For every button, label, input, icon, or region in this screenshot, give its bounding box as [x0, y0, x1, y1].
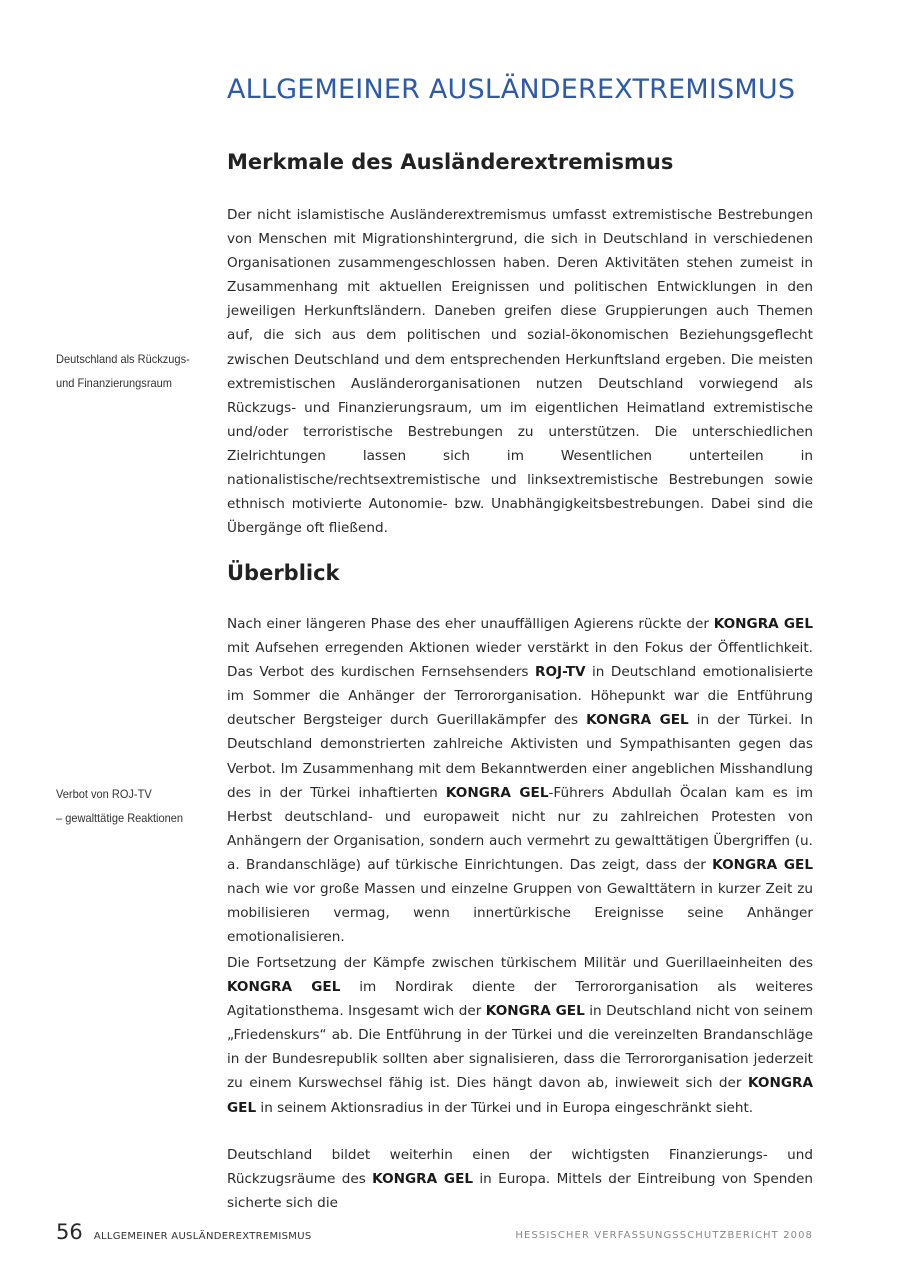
- page-footer-left: [56, 1220, 311, 1244]
- org-name: ROJ-TV: [534, 664, 586, 681]
- org-name: KONGRA GEL: [227, 979, 341, 996]
- text-run: nach wie vor große Massen und einzelne Gruppen von Gewalttätern in kurzer Zeit zu mobilisieren vermag, wenn innertürkische Ereignisse seine Anhänger emotionalisieren.: [227, 881, 813, 946]
- text-run: Nach einer längeren Phase des eher unauffälligen Agierens rückte der: [227, 616, 714, 632]
- text-run: in der Türkei. In Deutschland demonstrierten zahlreiche Aktivisten und Sympathisanten gegen das Verbot. Im Zusammenhang mit dem Bekanntwerden einer angeblichen Misshandlung des in der Türkei inhaftierten: [227, 712, 813, 801]
- margin-note-roj-tv: [56, 782, 203, 830]
- text-run: Die Fortsetzung der Kämpfe zwischen türkischem Militär und Guerillaeinheiten des: [227, 955, 813, 971]
- paragraph-ueberblick-2: [227, 951, 813, 1120]
- org-name: KONGRA GEL: [485, 1003, 585, 1020]
- footer-section-title: ALLGEMEINER AUSLÄNDEREXTREMISMUS: [93, 1231, 312, 1242]
- org-name: KONGRA GEL: [372, 1171, 474, 1188]
- text-run: in seinem Aktionsradius in der Türkei und in Europa eingeschränkt sieht.: [256, 1099, 754, 1116]
- text-run: in Deutschland nicht von seinem „Friedenskurs“ ab. Die Entführung in der Türkei und die vereinzelten Brandanschläge in der Bundesrepublik sollten aber signalisieren, dass die Terrororganisation jederzeit zu einem Kurswechsel fähig ist. Dies hängt davon ab, inwieweit sich der: [227, 1003, 813, 1092]
- org-name: KONGRA GEL: [586, 712, 689, 729]
- margin-note-line: Deutschland als Rückzugs-: [56, 352, 190, 366]
- section-heading-ueberblick: Überblick: [227, 561, 340, 585]
- text-run: in Deutschland emotionalisierte im Sommer die Anhänger der Terrororganisation. Höhepunkt war die Entführung deutscher Bergsteiger durch Guerillakämpfer des: [227, 664, 813, 729]
- text-run: -Führers Abdullah Öcalan kam es im Herbst deutschland- und europaweit nicht nur zu zahlreichen Protesten von Anhängern der Organisation, sondern auch vermehrt zu gewalttätigen Übergriffen (u. a. Brandanschläge) auf türkische Einrichtungen. Das zeigt, dass der: [227, 784, 813, 873]
- page-number: 56: [56, 1220, 83, 1244]
- text-run: mit Aufsehen erregenden Aktionen wieder verstärkt in den Fokus der Öffentlichkeit. Das Verbot des kurdischen Fernsehsenders: [227, 640, 813, 681]
- margin-note-line: – gewalttätige Reaktionen: [56, 811, 184, 825]
- org-name: KONGRA GEL: [712, 856, 813, 873]
- paragraph-ueberblick-3: [227, 1143, 813, 1215]
- org-name: KONGRA GEL: [713, 616, 813, 632]
- text-run: Deutschland bildet weiterhin einen der wichtigsten Finanzierungs- und Rückzugsräume des: [227, 1147, 813, 1188]
- org-name: KONGRA GEL: [445, 784, 549, 801]
- chapter-title: ALLGEMEINER AUSLÄNDEREXTREMISMUS: [227, 74, 796, 105]
- margin-note-rueckzugsraum: [56, 347, 203, 395]
- text-run: im Nordirak diente der Terrororganisation als weiteres Agitationsthema. Insgesamt wich der: [227, 979, 813, 1020]
- org-name: KONGRA GEL: [227, 1075, 813, 1116]
- paragraph-ueberblick-1: [227, 612, 813, 949]
- paragraph-merkmale: Der nicht islamistische Ausländerextremismus umfasst extremistische Bestrebungen von Menschen mit Migrationshintergrund, die sich in Deutschland in verschiedenen Organisationen zusammengeschlossen haben. Deren Aktivitäten stehen zumeist in Zusammenhang mit aktuellen Ereignissen und politischen Entwicklungen in den jeweiligen Herkunftsländern. Daneben greifen diese Gruppierungen auch Themen auf, die sich aus dem politischen und sozial-ökonomischen Beziehungsgeflecht zwischen Deutschland und dem entsprechenden Herkunftsland ergeben. Die meisten extremistischen Ausländerorganisationen nutzen Deutschland vorwiegend als Rückzugs- und Finanzierungsraum, um im eigentlichen Heimatland extremistische und/oder terroristische Bestrebungen zu unterstützen. Die unterschiedlichen Zielrichtungen lassen sich im Wesentlichen unterteilen in nationalistische/rechtsextremistische und linksextremistische Bestrebungen sowie ethnisch motivierte Autonomie- bzw. Unabhängigkeitsbestrebungen. Dabei sind die Übergänge oft fließend.: [227, 207, 813, 537]
- margin-note-line: und Finanzierungsraum: [56, 376, 172, 390]
- footer-publication-title: HESSISCHER VERFASSUNGSSCHUTZBERICHT 2008: [515, 1230, 813, 1241]
- section-heading-merkmale: Merkmale des Ausländerextremismus: [227, 150, 674, 174]
- text-run: in Europa. Mittels der Eintreibung von Spenden sicherte sich die: [227, 1171, 813, 1212]
- margin-note-line: Verbot von ROJ-TV: [56, 787, 152, 801]
